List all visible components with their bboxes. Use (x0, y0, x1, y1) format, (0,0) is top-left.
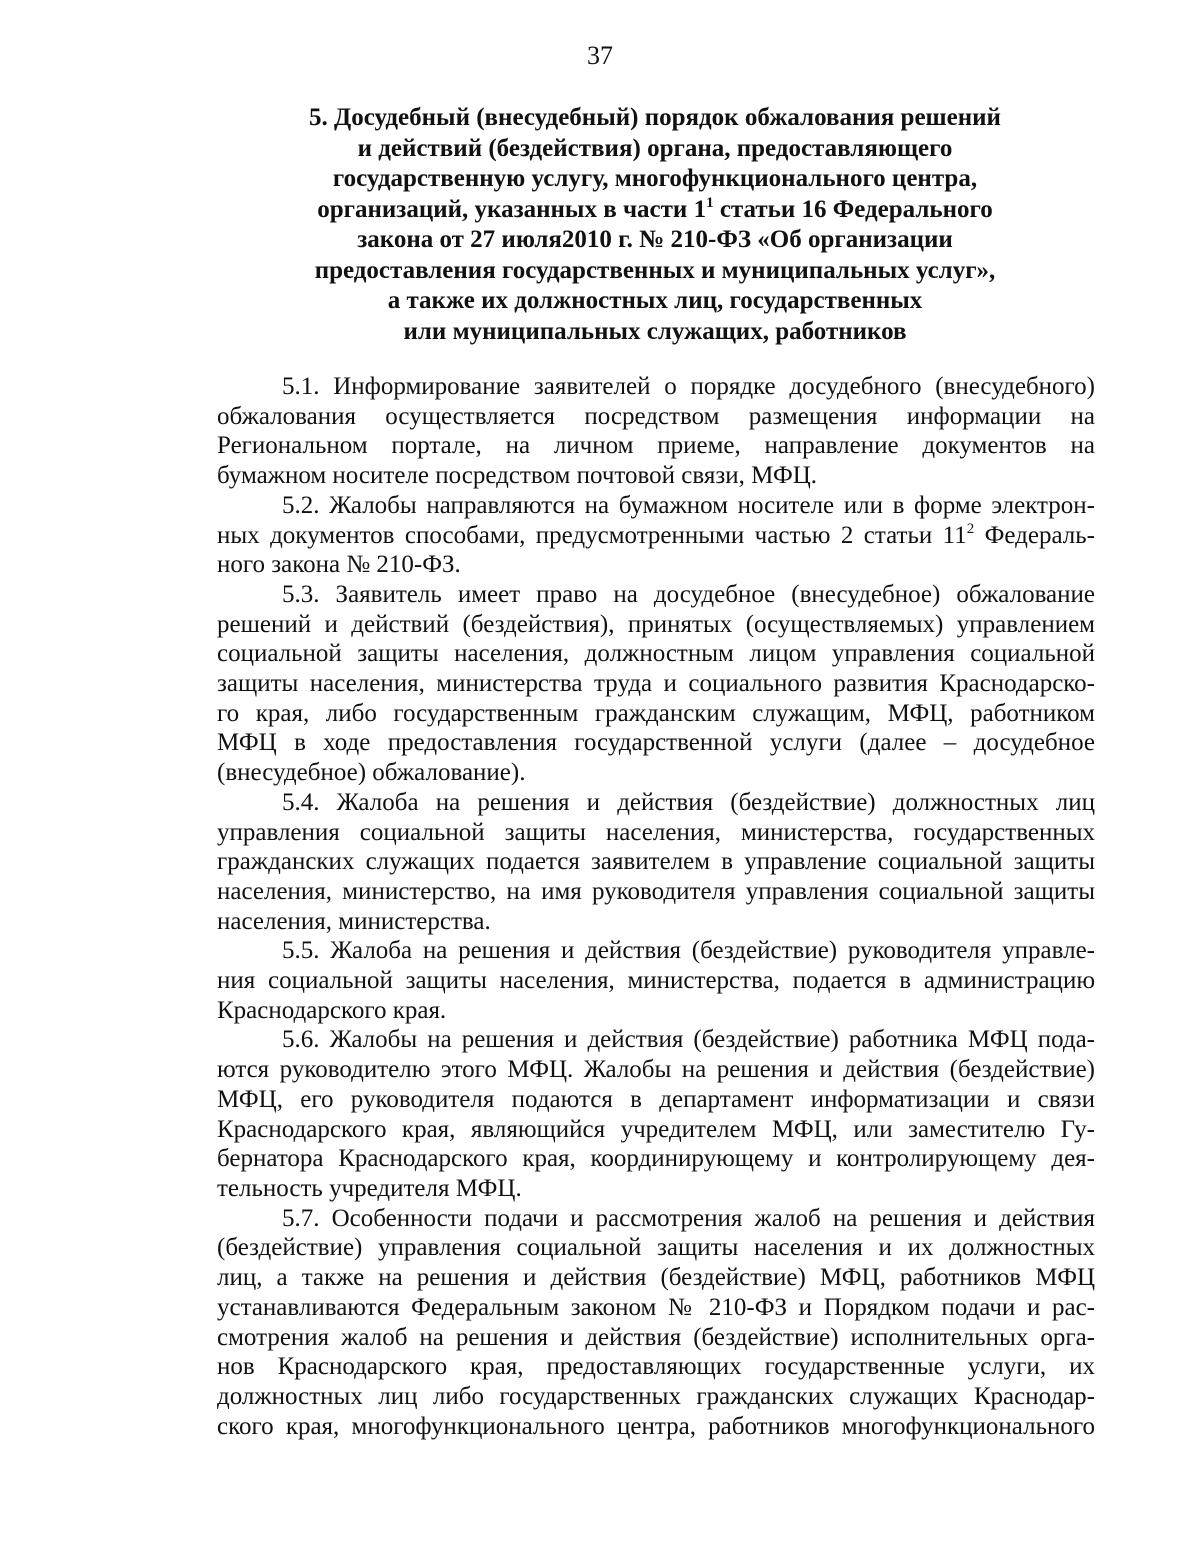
paragraph-5-4 (217, 788, 1095, 937)
heading-line: 5. Досудебный (внесудебный) порядок обжалования решений (309, 104, 1001, 131)
text-fragment: Федераль- (974, 521, 1095, 549)
paragraph-5-1 (217, 372, 1095, 491)
superscript: 1 (706, 194, 714, 211)
section-heading (200, 103, 1110, 347)
text-line: нов Краснодарского края, предоставляющих государственные услуги, их (217, 1353, 1095, 1381)
heading-line: или муниципальных служащих, работников (403, 317, 907, 345)
text-line: 5.1. Информирование заявителей о порядке досудебного (внесудебного) (282, 373, 1095, 400)
text-line: 5.2. Жалобы направляются на бумажном носителе или в форме электрон- (282, 491, 1095, 519)
document-body (217, 372, 1095, 1441)
heading-line: а также их должностных лиц, государственных (387, 287, 923, 314)
text-line: населения, министерства. (217, 907, 491, 935)
paragraph-5-6 (217, 1025, 1095, 1203)
text-line: 5.3. Заявитель имеет право на досудебное (внесудебное) обжалование (282, 580, 1095, 608)
text-line: ются руководителю этого МФЦ. Жалобы на решения и действия (бездействие) (217, 1056, 1095, 1084)
heading-line: государственную услугу, многофункционального центра, (332, 165, 978, 192)
text-line: лиц, а также на решения и действия (бездействие) МФЦ, работников МФЦ (217, 1264, 1095, 1292)
text-line: смотрения жалоб на решения и действия (бездействие) исполнительных орга- (217, 1323, 1095, 1351)
paragraph-5-7 (217, 1204, 1095, 1442)
heading-line (200, 195, 1110, 226)
text-line: Краснодарского края, являющийся учредителем МФЦ, или заместителю Гу- (217, 1115, 1095, 1143)
text-line: 5.6. Жалобы на решения и действия (бездействие) работника МФЦ пода- (282, 1026, 1095, 1054)
heading-text: организаций, указанных в части 1 (317, 195, 707, 223)
text-fragment: ных документов способами, предусмотренными частью 2 статьи 11 (217, 521, 967, 549)
page-number: 37 (587, 41, 613, 70)
text-line: социальной защиты населения, должностным лицом управления социальной (217, 640, 1095, 668)
text-line: Краснодарского края. (217, 996, 447, 1024)
text-line: бернатора Краснодарского края, координирующему и контролирующему дея- (217, 1145, 1095, 1173)
text-line: защиты населения, министерства труда и социального развития Краснодарско- (217, 670, 1095, 698)
text-line: го края, либо государственным гражданским служащим, МФЦ, работником (217, 699, 1095, 727)
text-line: гражданских служащих подается заявителем в управление социальной защиты (217, 848, 1095, 876)
heading-line: закона от 27 июля2010 г. № 210-ФЗ «Об организации (357, 226, 953, 253)
text-line: 5.4. Жалоба на решения и действия (бездействие) должностных лиц (282, 788, 1095, 816)
text-line: 5.5. Жалоба на решения и действия (бездействие) руководителя управле- (282, 937, 1095, 965)
text-line: обжалования осуществляется посредством размещения информации на (217, 402, 1095, 430)
text-line: ния социальной защиты населения, министерства, подается в администрацию (217, 967, 1095, 995)
text-line: (внесудебное) обжалование). (217, 759, 526, 787)
text-line (217, 521, 1095, 551)
text-line: управления социальной защиты населения, министерства, государственных (217, 818, 1095, 846)
heading-line: и действий (бездействия) органа, предоставляющего (357, 134, 953, 162)
text-line: должностных лиц либо государственных гражданских служащих Краснодар- (217, 1382, 1095, 1410)
superscript: 2 (966, 520, 975, 537)
text-line: (бездействие) управления социальной защиты населения и их должностных (217, 1234, 1095, 1262)
paragraph-5-3 (217, 580, 1095, 788)
text-line: тельность учредителя МФЦ. (217, 1174, 522, 1202)
text-line: устанавливаются Федеральным законом № 210-ФЗ и Порядком подачи и рас- (217, 1293, 1095, 1321)
text-line: населения, министерство, на имя руководителя управления социальной защиты (217, 877, 1095, 905)
paragraph-5-2 (217, 491, 1095, 580)
paragraph-5-5 (217, 936, 1095, 1025)
text-line: Региональном портале, на личном приеме, направление документов на (217, 432, 1095, 460)
heading-text: статьи 16 Федерального (713, 195, 993, 223)
text-line: ного закона № 210-ФЗ. (217, 551, 461, 579)
text-line: решений и действий (бездействия), принятых (осуществляемых) управлением (217, 610, 1095, 638)
text-line: бумажном носителе посредством почтовой связи, МФЦ. (217, 462, 818, 490)
heading-line: предоставления государственных и муниципальных услуг», (314, 256, 996, 284)
text-line: ского края, многофункционального центра, работников многофункционального (217, 1412, 1095, 1440)
text-line: 5.7. Особенности подачи и рассмотрения жалоб на решения и действия (282, 1204, 1095, 1232)
text-line: МФЦ в ходе предоставления государственной услуги (далее – досудебное (217, 729, 1095, 757)
text-line: МФЦ, его руководителя подаются в департамент информатизации и связи (217, 1085, 1095, 1113)
